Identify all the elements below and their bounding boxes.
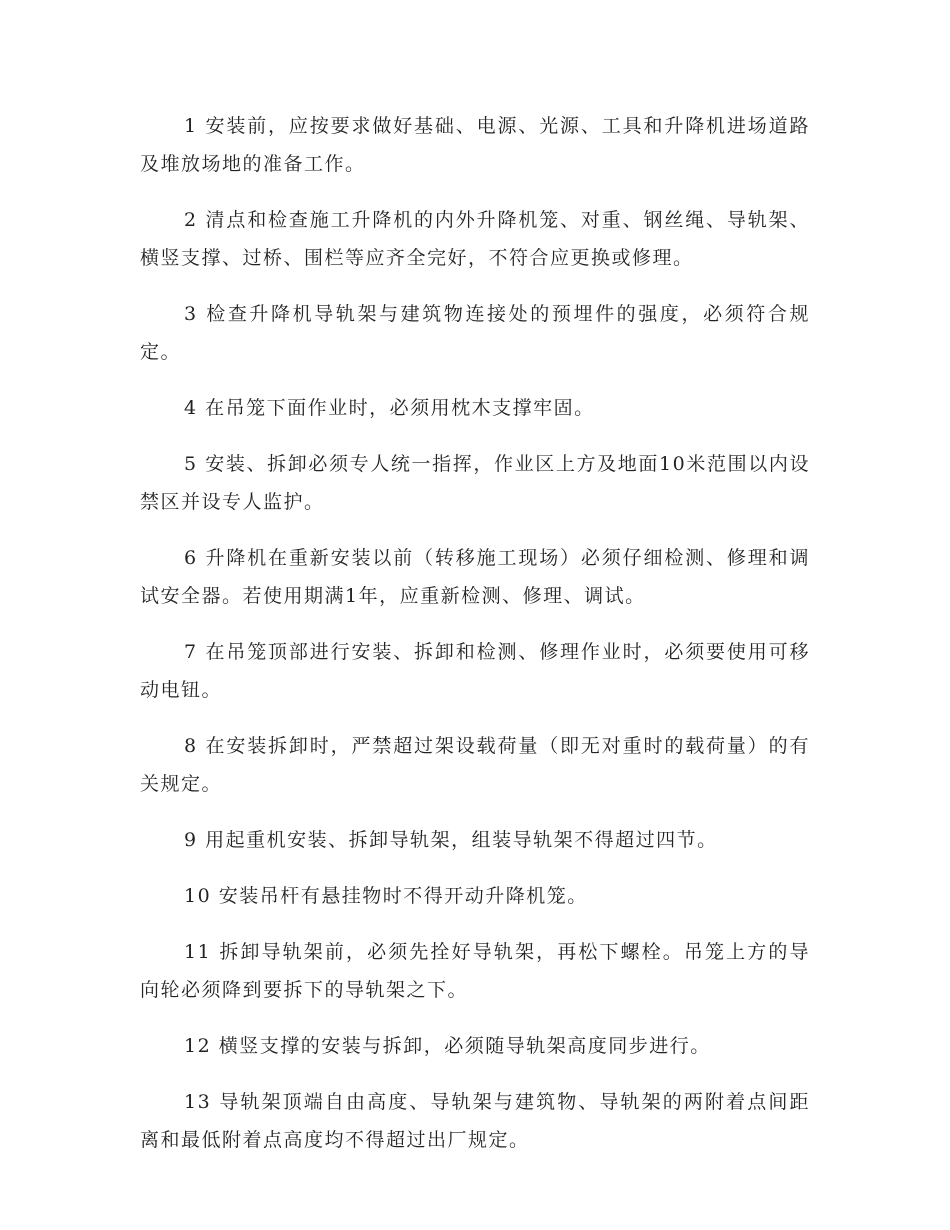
paragraph-11: 11 拆卸导轨架前，必须先拴好导轨架，再松下螺栓。吊笼上方的导向轮必须降到要拆下的导轨架之下。: [140, 941, 810, 1001]
document-body: [140, 107, 810, 1177]
paragraph-9: 9 用起重机安装、拆卸导轨架，组装导轨架不得超过四节。: [184, 829, 718, 851]
paragraph-2: 2 清点和检查施工升降机的内外升降机笼、对重、钢丝绳、导轨架、横竖支撑、过桥、围栏等应齐全完好，不符合应更换或修理。: [140, 209, 810, 269]
paragraph-5: 5 安装、拆卸必须专人统一指挥，作业区上方及地面10米范围以内设禁区并设专人监护。: [140, 453, 810, 513]
paragraph-4: 4 在吊笼下面作业时，必须用枕木支撑牢固。: [184, 397, 595, 419]
paragraph-7: 7 在吊笼顶部进行安装、拆卸和检测、修理作业时，必须要使用可移动电钮。: [140, 641, 810, 701]
paragraph-1: 1 安装前，应按要求做好基础、电源、光源、工具和升降机进场道路及堆放场地的准备工作。: [140, 115, 810, 175]
paragraph-12: 12 横竖支撑的安装与拆卸，必须随导轨架高度同步进行。: [184, 1035, 711, 1057]
paragraph-10: 10 安装吊杆有悬挂物时不得开动升降机笼。: [184, 885, 588, 907]
paragraph-13: 13 导轨架顶端自由高度、导轨架与建筑物、导轨架的两附着点间距离和最低附着点高度均不得超过出厂规定。: [140, 1091, 810, 1151]
paragraph-6: 6 升降机在重新安装以前（转移施工现场）必须仔细检测、修理和调试安全器。若使用期满1年，应重新检测、修理、调试。: [140, 547, 810, 607]
paragraph-3: 3 检查升降机导轨架与建筑物连接处的预埋件的强度，必须符合规定。: [140, 303, 810, 363]
paragraph-8: 8 在安装拆卸时，严禁超过架设载荷量（即无对重时的载荷量）的有关规定。: [140, 735, 810, 795]
